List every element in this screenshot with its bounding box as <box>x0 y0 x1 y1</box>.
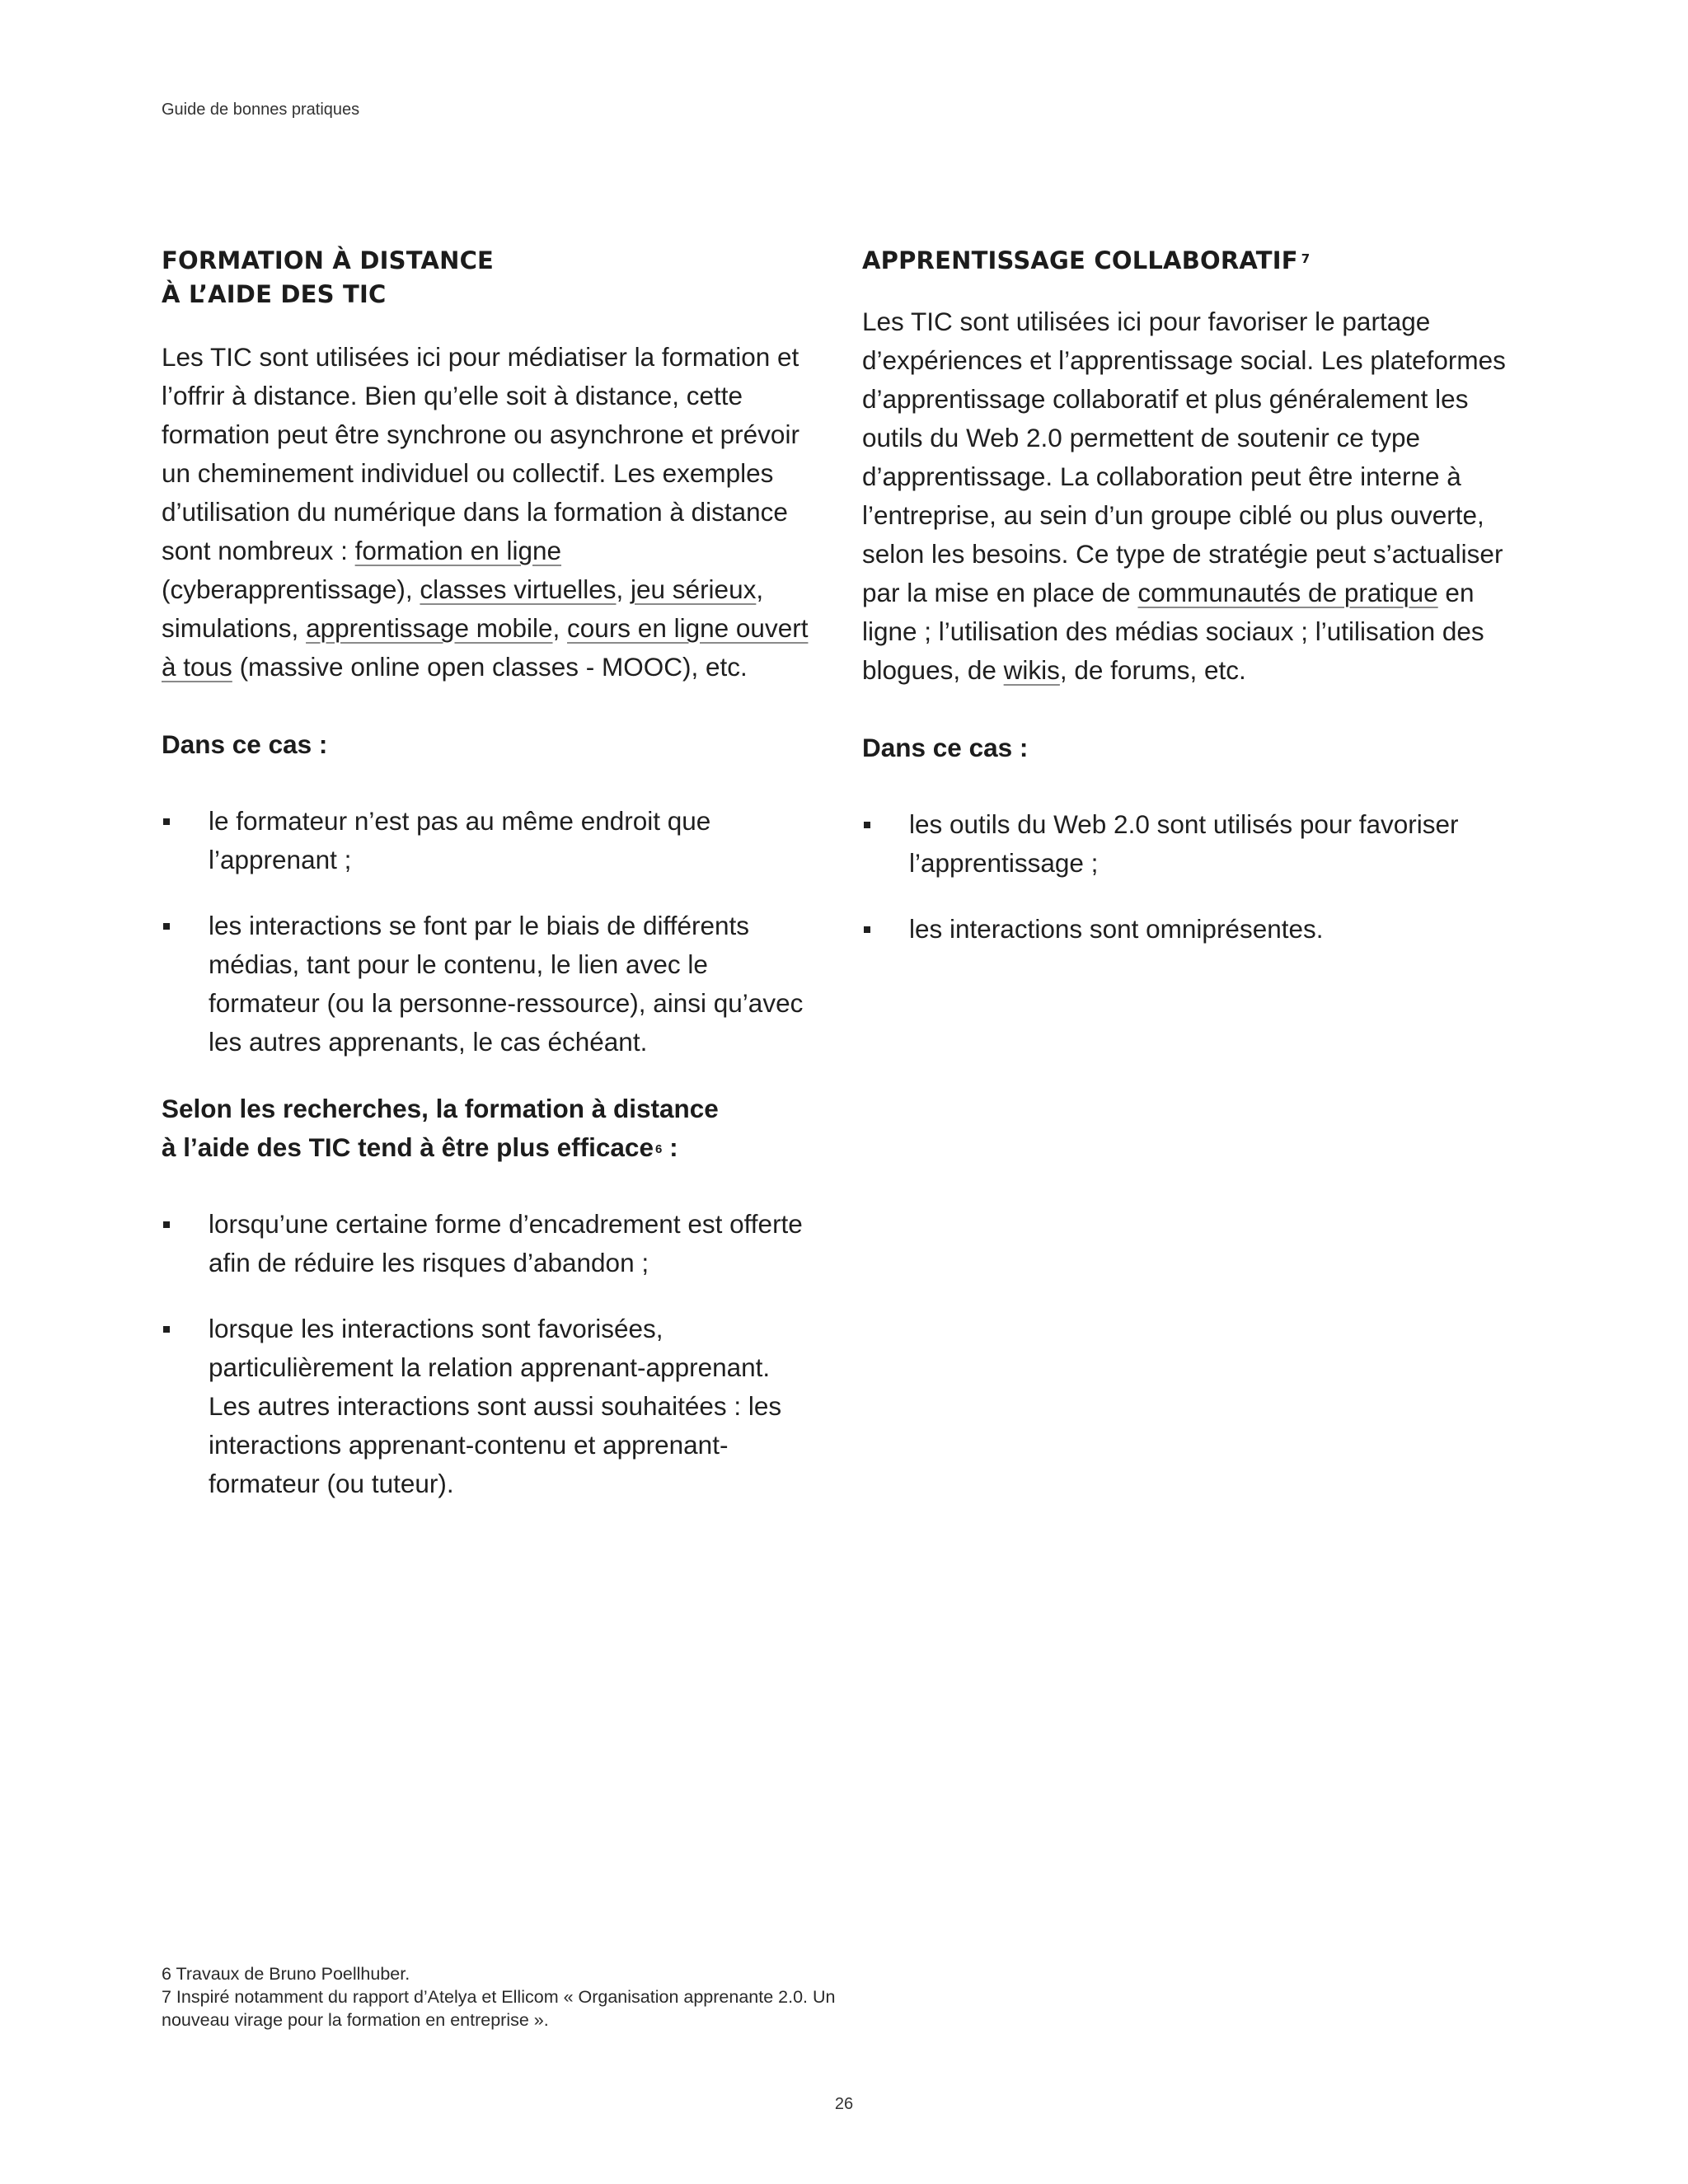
case-bullet-list <box>862 805 1513 949</box>
intro-paragraph <box>162 338 813 687</box>
intro-text: , <box>616 574 631 604</box>
intro-text: en ligne ; l’utilisation des médias sociaux ; l’utilisation des blogues, de <box>862 578 1484 685</box>
footnote-ref-7[interactable]: 7 <box>1301 251 1311 266</box>
right-column <box>862 244 1513 949</box>
link-communautes-de-pratique[interactable]: communautés de pratique <box>1137 578 1438 607</box>
square-bullet-icon <box>163 1221 170 1228</box>
list-item <box>162 1310 813 1503</box>
list-item-text: les outils du Web 2.0 sont utilisés pour favoriser l’apprentissage ; <box>909 809 1459 878</box>
intro-text: Les TIC sont utilisées ici pour favoriser le partage d’expériences et l’apprentissage social. Les plateformes d’apprentissage collaboratif et plus généralement les outils du Web 2.0 permettent de soutenir ce type d’apprentissage. La collaboration peut être interne à l’entreprise, au sein d’un groupe ciblé ou plus ouverte, selon les besoins. Ce type de stratégie peut s’actualiser par la mise en place de <box>862 307 1506 607</box>
link-jeu-serieux[interactable]: jeu sérieux <box>631 574 757 604</box>
intro-text: (massive online open classes - MOOC), etc. <box>232 652 748 682</box>
research-bullet-list <box>162 1205 813 1503</box>
link-classes-virtuelles[interactable]: classes virtuelles <box>420 574 617 604</box>
list-item <box>862 805 1513 883</box>
list-item <box>162 907 813 1062</box>
square-bullet-icon <box>163 1326 170 1333</box>
footnote-6: 6 Travaux de Bruno Poellhuber. <box>162 1964 410 1984</box>
section-title-text: APPRENTISSAGE COLLABORATIF <box>862 246 1298 274</box>
research-heading <box>162 1090 813 1167</box>
square-bullet-icon <box>163 923 170 930</box>
list-item-text: les interactions se font par le biais de différents médias, tant pour le contenu, le lien avec le formateur (ou la personne-ressource), ainsi qu’avec les autres apprenants, le cas échéant. <box>209 911 804 1057</box>
running-header: Guide de bonnes pratiques <box>162 101 360 119</box>
list-item <box>862 910 1513 949</box>
square-bullet-icon <box>864 926 870 933</box>
intro-paragraph <box>862 302 1513 690</box>
research-heading-line-2: à l’aide des TIC tend à être plus efficace <box>162 1132 654 1162</box>
case-heading: Dans ce cas : <box>162 729 328 759</box>
list-item <box>162 1205 813 1282</box>
link-formation-en-ligne[interactable]: formation en ligne <box>354 536 562 565</box>
list-item-text: lorsqu’une certaine forme d’encadrement est offerte afin de réduire les risques d’abandon ; <box>209 1209 803 1277</box>
square-bullet-icon <box>864 822 870 828</box>
list-item <box>162 802 813 879</box>
section-title-apprentissage-collaboratif <box>862 244 1513 278</box>
intro-text: , simulations, <box>162 574 764 643</box>
intro-text: Les TIC sont utilisées ici pour médiatiser la formation et l’offrir à distance. Bien qu’elle soit à distance, cette formation peut être synchrone ou asynchrone et prévoir un cheminement individuel ou collectif. Les exemples d’utilisation du numérique dans la formation à distance sont nombreux : <box>162 342 799 565</box>
list-item-text: les interactions sont omniprésentes. <box>909 914 1324 944</box>
intro-text: (cyberapprentissage), <box>162 574 420 604</box>
link-wikis[interactable]: wikis <box>1003 655 1060 685</box>
section-title-formation-a-distance <box>162 244 813 312</box>
link-cours-en-ligne-ouvert[interactable]: cours en ligne ouvert à tous <box>162 613 809 682</box>
footnotes <box>162 1962 903 2032</box>
section-title-line-1: FORMATION À DISTANCE <box>162 246 495 274</box>
list-item-text: le formateur n’est pas au même endroit que l’apprenant ; <box>209 806 711 874</box>
link-apprentissage-mobile[interactable]: apprentissage mobile <box>306 613 553 643</box>
section-title-line-2: À L’AIDE DES TIC <box>162 280 387 308</box>
intro-text: , de forums, etc. <box>1059 655 1246 685</box>
case-heading: Dans ce cas : <box>862 733 1029 762</box>
left-column <box>162 244 813 1503</box>
list-item-text: lorsque les interactions sont favorisées, particulièrement la relation apprenant-apprenant. Les autres interactions sont aussi souhaitées : les interactions apprenant-contenu et apprenant-formateur (ou tuteur). <box>209 1314 782 1498</box>
footnote-7: 7 Inspiré notamment du rapport d’Atelya et Ellicom « Organisation apprenante 2.0. Un nouveau virage pour la formation en entreprise ». <box>162 1987 836 2030</box>
case-bullet-list <box>162 802 813 1062</box>
research-heading-line-1: Selon les recherches, la formation à distance <box>162 1094 719 1123</box>
footnote-ref-6[interactable]: 6 <box>654 1142 663 1156</box>
page-number: 26 <box>834 2095 854 2113</box>
research-heading-end: : <box>662 1132 678 1162</box>
intro-text: , <box>552 613 568 643</box>
square-bullet-icon <box>163 818 170 825</box>
